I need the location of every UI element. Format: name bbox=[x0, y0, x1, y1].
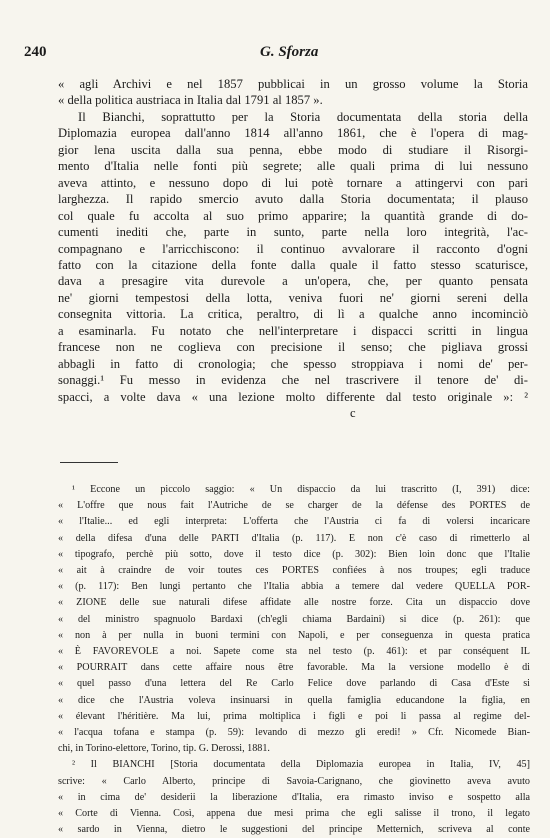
main-text bbox=[58, 76, 528, 422]
text-line: ne' giorni tempestosi della lotta, veniva fuori ne' giorni sereni della bbox=[58, 290, 528, 305]
text-line: consegnita vittoria. La critica, peraltro, di lì a qualche anno incominciò bbox=[58, 307, 528, 322]
text-line: mento d'Italia nelle fonti più segrete; alle quali prima di lui nessuno bbox=[58, 159, 528, 174]
text-line: « agli Archivi e nel 1857 pubblicai in un grosso volume la Storia bbox=[58, 77, 528, 91]
trailing-fragment: c bbox=[350, 406, 356, 421]
paragraph-bianchi bbox=[58, 109, 528, 422]
text-line: Il Bianchi, soprattutto per la Storia documentata della storia della bbox=[78, 109, 528, 124]
text-line: compagnano e l'arricchiscono: il continuo avvalorare il racconto d'ogni bbox=[58, 241, 528, 256]
footnote-line: « l'acqua tofana e stampa (p. 59): levando di mezzo gli eredi! » Cfr. Nicomede Bian- bbox=[58, 727, 530, 739]
footnote-line: chi, in Torino-elettore, Torino, tip. G. Derossi, 1881. bbox=[58, 743, 270, 755]
text-line: fatto con la citazione della fonte dalla quale il fatto stesso scaturisce, bbox=[58, 257, 528, 272]
text-line: larghezza. Il rapido smercio avuto dalla Storia documentata; il plauso bbox=[58, 192, 528, 207]
running-head: G. Sforza bbox=[260, 44, 319, 60]
footnote-rule bbox=[60, 462, 118, 463]
page-header bbox=[24, 44, 490, 64]
footnote-line: « È FAVOREVOLE a noi. Sapete come sta nel testo (p. 461): et par conséquent IL bbox=[58, 646, 530, 658]
footnote-line: « ZIONE delle sue naturali difese affidate alle nostre forze. Cita un dispaccio dove bbox=[58, 597, 530, 609]
text-line: gior lena uscita dalla sua penna, ebbe modo di studiare il Risorgi- bbox=[58, 142, 528, 157]
text-line: francese non ne coglieva con precisione il senso; che pigliava grossi bbox=[58, 340, 528, 355]
footnote-line: « L'offre que nous fait l'Autriche de se charger de la défense des PORTES de bbox=[58, 500, 530, 512]
footnote-line: « sardo in Vienna, dietro le suggestioni del principe Metternich, scriveva al conte bbox=[58, 824, 530, 836]
footnote-line: « della difesa d'una delle PARTI d'Italia (p. 117). E non c'è caso di rimetterlo al bbox=[58, 532, 530, 544]
footnote-2 bbox=[58, 757, 530, 838]
text-line: col quale fu accolta al suo primo apparire; la quantità grande di do- bbox=[58, 208, 528, 223]
footnote-line: « dice che l'Austria voleva insinuarsi in quella famiglia educandone la figlia, en bbox=[58, 694, 530, 706]
text-line: abbagli in fatto di cronologia; che spesso stroppiava i nomi de' per- bbox=[58, 356, 528, 371]
footnote-line: scrive: « Carlo Alberto, principe di Savoia-Carignano, che giovinetto aveva avuto bbox=[58, 775, 530, 787]
footnote-line: « tipografo, perchè più sotto, dove il testo dice (p. 302): Bien loin donc que l'Italie bbox=[58, 548, 530, 560]
text-line: cumenti inediti che, parte in sunto, parte nella loro integrità, l'ac- bbox=[58, 225, 528, 240]
footnote-line: « Corte di Vienna. Così, appena due mesi prima che egli salisse il trono, il legato bbox=[58, 808, 530, 820]
footnote-line: « del ministro spagnuolo Bardaxi (ch'egli chiama Bardaini) si dice (p. 261): que bbox=[58, 613, 530, 625]
text-line: Diplomazia europea dall'anno 1814 all'anno 1861, che è l'opera di mag- bbox=[58, 126, 528, 141]
footnote-line: « quel passo d'una lettera del Re Carlo Felice dove parlando di Casa d'Este si bbox=[58, 678, 530, 690]
footnote-line: « élevant l'héritière. Ma lui, prima moltiplica i figli e poi li passa al regime del- bbox=[58, 710, 530, 722]
text-line: « della politica austriaca in Italia dal 1791 al 1857 ». bbox=[58, 93, 323, 108]
footnote-line: « in cima de' desiderii la liberazione d'Italia, era rimasto inviso e sospetto alla bbox=[58, 791, 530, 803]
paragraph-quote-end bbox=[58, 76, 528, 109]
text-line: a esaminarla. Fu notato che nell'interpretare i dispacci scritti in lingua bbox=[58, 323, 528, 338]
footnote-line: « non à per nulla in buoni termini con Napoli, e per conseguenza in questa pratica bbox=[58, 629, 530, 641]
footnote-line: « l'Italie... ed egli interpreta: L'offerta che l'Austria ci fa di volersi incaricare bbox=[58, 516, 530, 528]
text-line: dava a presagire vita durevole a un'opera, che, per quanto pensata bbox=[58, 274, 528, 289]
text-line: spacci, a volte dava « una lezione molto differente dal testo originale »: ² bbox=[58, 389, 528, 404]
footnote-line: ¹ Eccone un piccolo saggio: « Un dispaccio da lui trascritto (I, 391) dice: bbox=[72, 484, 530, 495]
footnote-1 bbox=[58, 482, 530, 757]
text-line: sonaggi.¹ Fu messo in evidenza che nel trascrivere il tenore de' di- bbox=[58, 373, 528, 388]
footnote-line: « ait à craindre de voir toutes ces PORTES confiées à nos troupes; egli traduce bbox=[58, 565, 530, 577]
text-line: aveva attinto, e nessuno dopo di lui potè tornare a attingervi con pari bbox=[58, 175, 528, 190]
footnote-line: « (p. 117): Ben lungi pertanto che l'Italia abbia a temere dal vedere QUELLA POR- bbox=[58, 581, 530, 593]
page-number: 240 bbox=[24, 44, 47, 60]
footnote-line: ² Il BIANCHI [Storia documentata della Diplomazia europea in Italia, IV, 45] bbox=[72, 759, 530, 771]
footnote-line: « POURRAIT dans cette affaire nous être favorable. Ma la versione modello è di bbox=[58, 662, 530, 674]
footnotes bbox=[58, 482, 530, 838]
